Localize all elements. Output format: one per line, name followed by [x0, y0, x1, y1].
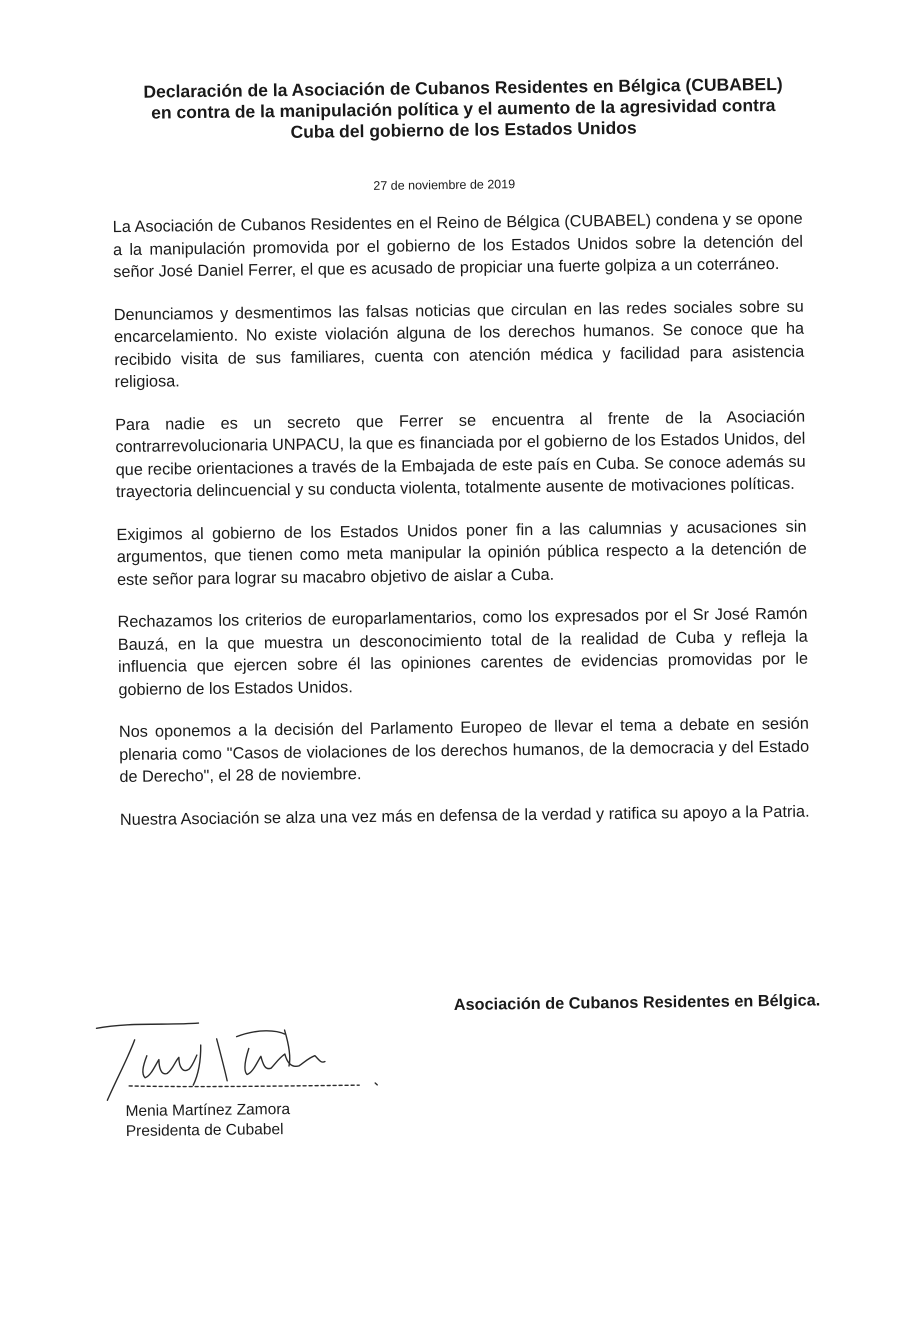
paragraph: Para nadie es un secreto que Ferrer se encuentra al frente de la Asociación contrarrevolucionaria UNPACU, la que es financiada por el gobierno de los Estados Unidos, del que recibe orientaciones a través de la Embajada de este país en Cuba. Se conoce además su trayectoria delincuencial y su conducta violenta, totalmente ausente de motivaciones políticas.: [115, 407, 806, 502]
paragraph: La Asociación de Cubanos Residentes en el Reino de Bélgica (CUBABEL) condena y se opone a la manipulación promovida por el gobierno de los Estados Unidos sobre la detención del señor José Daniel Ferrer, el que es acusado de propiciar una fuerte golpiza a un coterráneo.: [112, 209, 804, 282]
paragraph: Rechazamos los criterios de europarlamentarios, como los expresados por el Sr José Ramón Bauzá, en la que muestra un desconocimiento total de la realidad de Cuba y refleja la influencia que ejercen sobre él las opiniones carentes de evidencias promovidas por le gobierno de los Estados Unidos.: [117, 604, 809, 699]
document-body: [113, 208, 811, 851]
handwritten-signature: [88, 1013, 389, 1107]
document-title: Declaración de la Asociación de Cubanos Residentes en Bélgica (CUBABEL) en contra de la manipulación política y el aumento de la agresividad contra Cuba del gobierno de los Estados Unidos: [143, 73, 783, 142]
signer-block: [125, 1100, 290, 1142]
signer-role: Presidenta de Cubabel: [125, 1121, 284, 1140]
paragraph: Denunciamos y desmentimos las falsas noticias que circulan en las redes sociales sobre su encarcelamiento. No existe violación alguna de los derechos humanos. Se conoce que ha recibido visita de sus familiares, cuenta con atención médica y facilidad para asistencia religiosa.: [113, 297, 805, 392]
closing-organization: Asociación de Cubanos Residentes en Bélgica.: [453, 991, 821, 1014]
signer-name: Menia Martínez Zamora: [125, 1100, 291, 1120]
paragraph: Nuestra Asociación se alza una vez más en defensa de la verdad y ratifica su apoyo a la Patria.: [119, 802, 810, 829]
paragraph: Nos oponemos a la decisión del Parlamento Europeo de llevar el tema a debate en sesión plenaria como "Casos de violaciones de los derechos humanos, de la democracia y del Estado de Derecho", el 28 de noviembre.: [118, 714, 810, 787]
paragraph: Exigimos al gobierno de los Estados Unidos poner fin a las calumnias y acusaciones sin argumentos, que tienen como meta manipular la opinión pública respecto a la detención de este señor para lograr su macabro objetivo de aislar a Cuba.: [116, 517, 807, 589]
document-date: 27 de noviembre de 2019: [373, 177, 516, 193]
